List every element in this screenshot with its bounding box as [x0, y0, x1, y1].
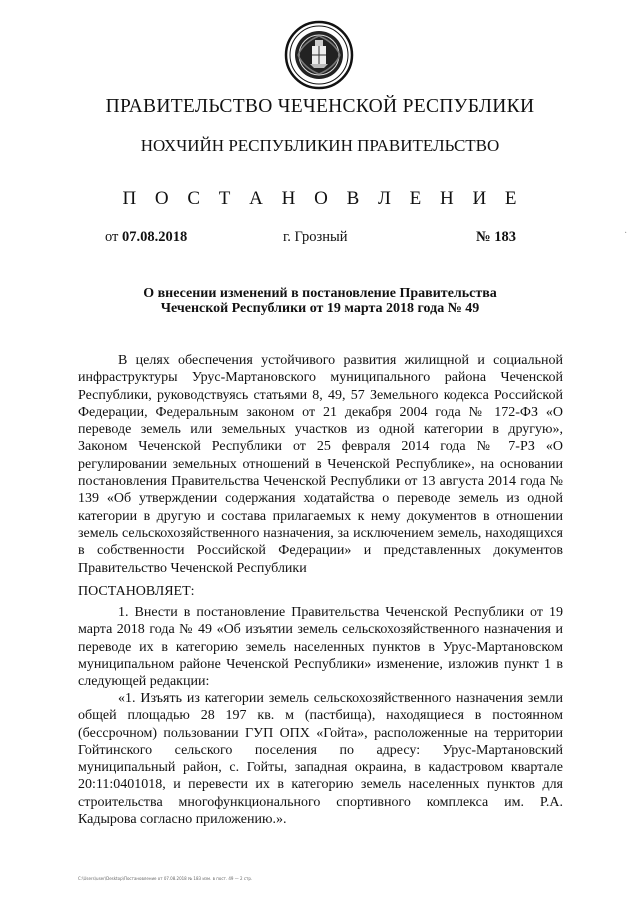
document-subject — [100, 286, 540, 316]
quoted-item-paragraph: «1. Изъять из категории земель сельскохозяйственного назначения земли общей площадью 28 197 кв. м (пастбища), находящиеся в постоянном (бессрочном) пользовании ГУП ОПХ «Гойта», расположенные на территории Гойтинского сельского поселения по адресу: Урус-Мартановский муниципальный район, с. Гойты, западная окраина, в кадастровом квартале 20:11:0401018, и перевести их в категорию земель населенных пунктов для строительства многофункционального спортивного комплекса им. Р.А. Кадырова согласно приложению.». — [78, 691, 563, 828]
number-prefix: № — [476, 229, 495, 245]
resolves-heading: ПОСТАНОВЛЯЕТ: — [78, 584, 195, 599]
intro-paragraph: В целях обеспечения устойчивого развития жилищной и социальной инфраструктуры Урус-Мартановского муниципального района Чеченской Республики, руководствуясь статьями 8, 49, 57 Земельного кодекса Российской Федерации, Федеральным законом от 21 декабря 2004 года № 172-ФЗ «О переводе земель или земельных участков из одной категории в другую», Законом Чеченской Республики от 25 февраля 2014 года № 7-РЗ «О регулировании земельных отношений в Чеченской Республике», на основании постановления Правительства Чеченской Республики от 13 августа 2014 года № 139 «Об утверждении содержания ходатайства о переводе земель из одной категории в другую и состава прилагаемых к нему документов в отношении земель сельскохозяйственного назначения, за исключением земель, находящихся в собственности Российской Федерации» и представленных документов Правительство Чеченской Республики — [78, 353, 563, 576]
government-title-ce: НОХЧИЙН РЕСПУБЛИКИН ПРАВИТЕЛЬСТВО — [140, 136, 500, 155]
item-1-paragraph: 1. Внести в постановление Правительства Чеченской Республики от 19 марта 2018 года № 49 «Об изъятии земель сельскохозяйственного назначения и переводе их в категорию земель населенных пунктов в Урус-Мартановском муниципальном районе Чеченской Республики» изменение, изложив пункт 1 в следующей редакции: — [78, 605, 563, 690]
document-date — [105, 229, 187, 246]
chechen-republic-emblem-icon — [284, 20, 354, 90]
document-meta-row — [0, 229, 640, 249]
document-number — [476, 229, 516, 246]
date-value: 07.08.2018 — [122, 229, 188, 245]
document-city: г. Грозный — [283, 229, 348, 245]
footer-file-path: C:\Users\user\Desktop\Постановление от 07.08.2018 № 183 изм. в пост. 49 — 2 стр. — [78, 876, 253, 881]
margin-mark: · — [624, 228, 628, 239]
government-title-ru: ПРАВИТЕЛЬСТВО ЧЕЧЕНСКОЙ РЕСПУБЛИКИ — [105, 96, 535, 117]
number-value: 183 — [494, 229, 516, 245]
subject-line-1: О внесении изменений в постановление Правительства — [143, 286, 497, 301]
document-type-heading: П О С Т А Н О В Л Е Н И Е — [122, 188, 524, 209]
subject-line-2: Чеченской Республики от 19 марта 2018 года № 49 — [160, 301, 480, 316]
date-prefix: от — [105, 229, 123, 245]
